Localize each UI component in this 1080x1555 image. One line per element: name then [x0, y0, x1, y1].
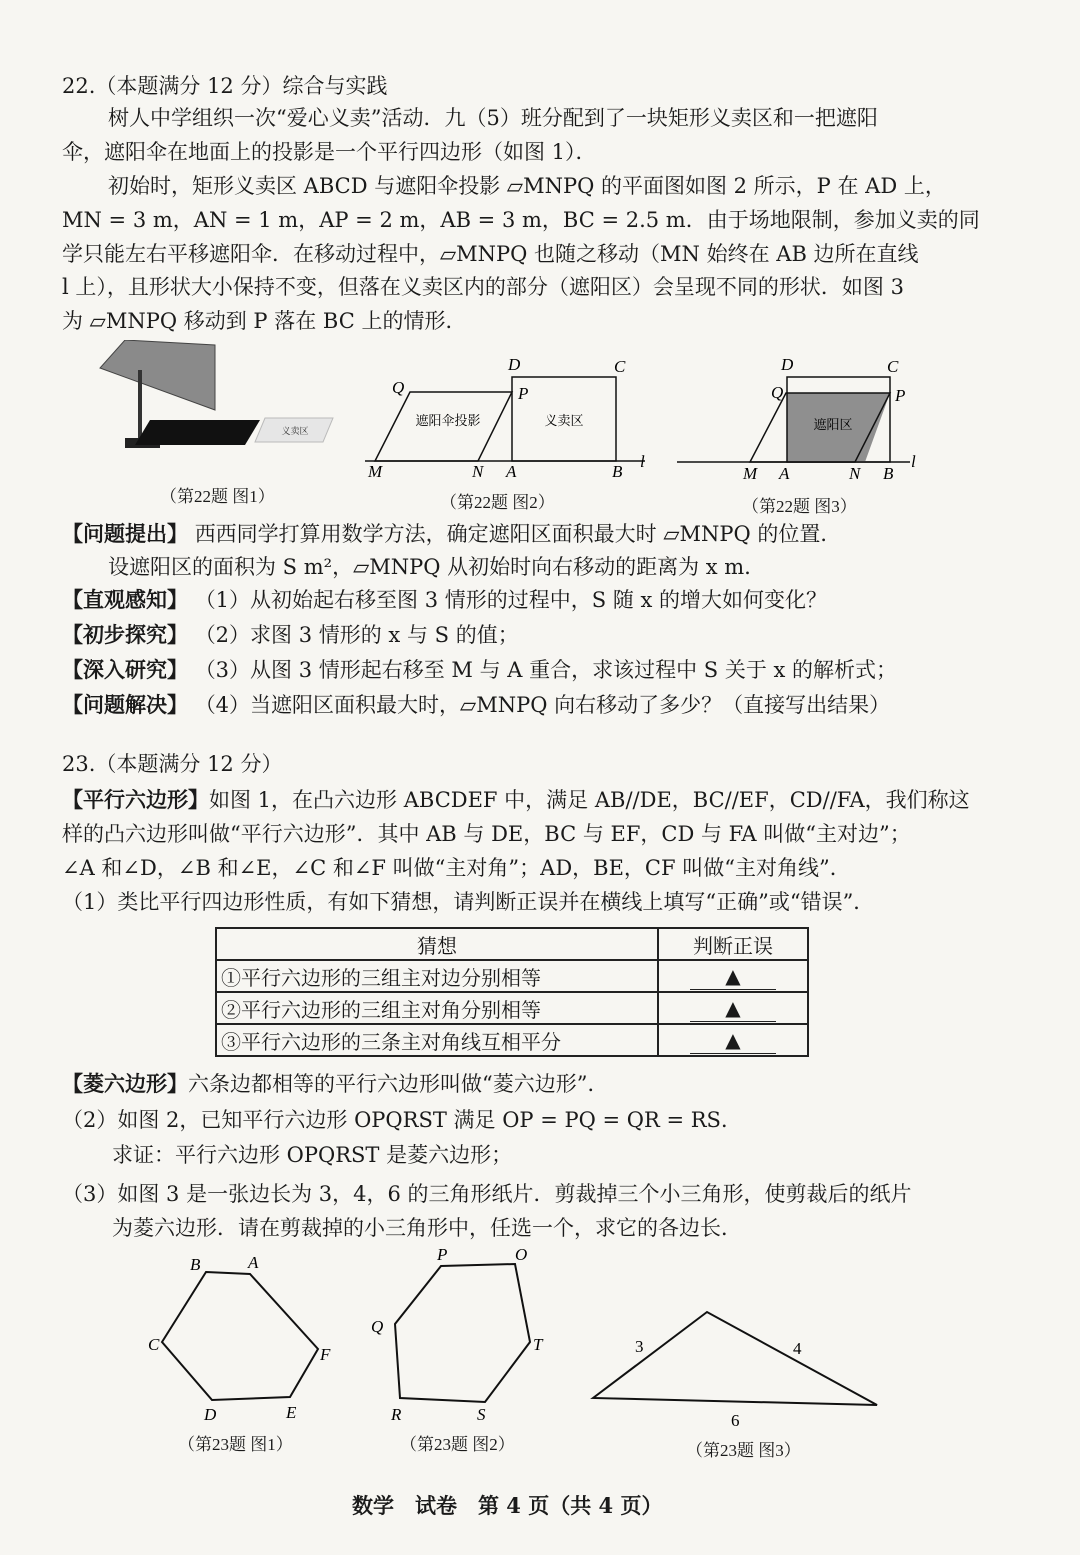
q22-part-1-text: （1）从初始起右移至图 3 情形的过程中，S 随 x 的增大如何变化？ — [194, 588, 828, 612]
q22-part-2-text: （2）求图 3 情形的 x 与 S 的值； — [194, 623, 519, 647]
q23-hexagon-row — [62, 786, 970, 814]
q22-fig3-caption: （第22题 图3） — [742, 497, 857, 516]
q22-problem-row — [62, 520, 841, 548]
q23-fig3-side-6: 6 — [731, 1411, 740, 1430]
q22-fig2-label-C: C — [614, 357, 626, 376]
q23-fig3-side-4: 4 — [793, 1339, 802, 1358]
q23-fig1-label-C: C — [148, 1335, 160, 1354]
q22-problem-text: 西西同学打算用数学方法，确定遮阳区面积最大时 ▱MNPQ 的位置． — [194, 522, 842, 546]
q22-part-2-tag: 【初步探究】 — [62, 623, 188, 647]
q22-fig2-umbrella-region: 遮阳伞投影 — [415, 414, 481, 429]
q22-fig3-label-B: B — [883, 464, 894, 483]
q23-hexagon-line-3: ∠A 和∠D，∠B 和∠E，∠C 和∠F 叫做“主对角”；AD，BE，CF 叫做“主对角线”． — [62, 856, 851, 880]
q22-fig3-shade-region: 遮阳区 — [813, 418, 853, 433]
q22-title: 22.（本题满分 12 分）综合与实践 — [62, 74, 388, 98]
q22-part-1 — [62, 586, 827, 614]
q22-problem-tag: 【问题提出】 — [62, 522, 188, 546]
q22-part-2 — [62, 621, 519, 649]
q23-fig1-label-D: D — [204, 1405, 217, 1424]
q23-answer-blank-1[interactable]: ▲ — [690, 963, 776, 990]
q22-part-1-tag: 【直观感知】 — [62, 588, 188, 612]
q23-fig2-label-P: P — [437, 1245, 448, 1264]
q23-fig2-label-T: T — [533, 1335, 543, 1354]
q22-fig3-label-N: N — [849, 464, 861, 483]
q22-fig3-label-Q: Q — [771, 383, 784, 402]
q23-fig2-label-R: R — [391, 1405, 402, 1424]
q22-line-1: 树人中学组织一次“爱心义卖”活动．九（5）班分配到了一块矩形义卖区和一把遮阳 — [108, 106, 878, 130]
q22-line-6: l 上），且形状大小保持不变，但落在义卖区内的部分（遮阳区）会呈现不同的形状．如图 3 — [62, 275, 904, 299]
page-footer: 数学 试卷 第 4 页（共 4 页） — [352, 1493, 663, 1518]
table-row — [216, 992, 808, 1024]
q23-part-3-a: （3）如图 3 是一张边长为 3，4，6 的三角形纸片．剪裁掉三个小三角形，使剪裁后的纸片 — [62, 1182, 912, 1206]
q22-fig3-label-l: l — [911, 452, 916, 471]
q23-hexagon-line-1: 如图 1，在凸六边形 ABCDEF 中，满足 AB//DE，BC//EF，CD//FA，我们称这 — [209, 788, 970, 812]
q23-fig1-label-F: F — [320, 1345, 331, 1364]
q22-fig2-label-Q: Q — [392, 378, 405, 397]
q23-fig1-label-B: B — [190, 1255, 201, 1274]
q23-answer-blank-3[interactable]: ▲ — [690, 1027, 776, 1054]
q22-fig2-label-P: P — [518, 384, 529, 403]
q23-fig2-caption: （第23题 图2） — [400, 1435, 515, 1454]
q23-part-1-prompt: （1）类比平行四边形性质，有如下猜想，请判断正误并在横线上填写“正确”或“错误”． — [62, 890, 875, 914]
q22-part-4-text: （4）当遮阳区面积最大时，▱MNPQ 向右移动了多少？（直接写出结果） — [194, 693, 891, 717]
q22-fig3-label-M: M — [743, 464, 758, 483]
q22-fig1-caption: （第22题 图1） — [160, 487, 275, 506]
q22-part-3 — [62, 656, 897, 684]
q22-fig3-label-A: A — [779, 464, 790, 483]
q23-rhombus-def: 六条边都相等的平行六边形叫做“菱六边形”． — [188, 1072, 609, 1096]
q23-fig1-label-A: A — [248, 1253, 259, 1272]
q23-title: 23.（本题满分 12 分） — [62, 752, 283, 776]
q22-part-4 — [62, 691, 890, 719]
q22-fig1-sign-text: 义卖区 — [281, 427, 309, 437]
q23-fig2-label-Q: Q — [371, 1317, 384, 1336]
q22-fig2-label-M: M — [368, 462, 383, 481]
q22-part-4-tag: 【问题解决】 — [62, 693, 188, 717]
q22-part-3-text: （3）从图 3 情形起右移至 M 与 A 重合，求该过程中 S 关于 x 的解析式； — [194, 658, 898, 682]
q22-line-3: 初始时，矩形义卖区 ABCD 与遮阳伞投影 ▱MNPQ 的平面图如图 2 所示，P 在 AD 上， — [108, 174, 946, 198]
q23-guess-2: ②平行六边形的三组主对角分别相等 — [216, 992, 658, 1024]
q22-fig2-label-D: D — [508, 355, 521, 374]
q23-fig2-hexagon — [365, 1242, 565, 1427]
q23-part-3-b: 为菱六边形．请在剪裁掉的小三角形中，任选一个，求它的各边长． — [112, 1216, 742, 1240]
q23-fig3-triangle — [585, 1300, 895, 1435]
q23-fig3-caption: （第23题 图3） — [686, 1441, 801, 1460]
q22-fig3-label-C: C — [887, 357, 899, 376]
q23-table-header-judge: 判断正误 — [658, 928, 808, 960]
q22-fig2-diagram — [360, 355, 660, 485]
q23-hexagon-tag: 【平行六边形】 — [62, 788, 209, 812]
q22-fig2-caption: （第22题 图2） — [440, 493, 555, 512]
q23-fig1-caption: （第23题 图1） — [178, 1435, 293, 1454]
q23-fig3-side-3: 3 — [635, 1337, 644, 1356]
q22-part-3-tag: 【深入研究】 — [62, 658, 188, 682]
q22-line-5: 学只能左右平移遮阳伞．在移动过程中，▱MNPQ 也随之移动（MN 始终在 AB 边所在直线 — [62, 242, 919, 266]
q22-fig2-label-A: A — [506, 462, 517, 481]
q23-table-header-guess: 猜想 — [216, 928, 658, 960]
q22-fig1-umbrella-illustration — [95, 340, 345, 460]
q23-guess-table — [215, 927, 809, 1057]
q22-fig3-label-D: D — [781, 355, 794, 374]
table-row — [216, 960, 808, 992]
q23-part-2-b: 求证：平行六边形 OPQRST 是菱六边形； — [112, 1143, 513, 1167]
q23-answer-blank-2[interactable]: ▲ — [690, 995, 776, 1022]
q22-fig3-diagram — [675, 355, 925, 490]
q23-fig2-label-O: O — [515, 1245, 528, 1264]
q23-hexagon-line-2: 样的凸六边形叫做“平行六边形”．其中 AB 与 DE，BC 与 EF，CD 与 FA 叫做“主对边”； — [62, 822, 911, 846]
q23-rhombus-tag: 【菱六边形】 — [62, 1072, 188, 1096]
q23-part-2-a: （2）如图 2，已知平行六边形 OPQRST 满足 OP = PQ = QR = RS． — [62, 1108, 742, 1132]
q22-fig2-label-B: B — [612, 462, 623, 481]
q22-line-7: 为 ▱MNPQ 移动到 P 落在 BC 上的情形． — [62, 309, 467, 333]
q23-fig1-label-E: E — [286, 1403, 297, 1422]
q23-rhombus-row — [62, 1070, 608, 1098]
q22-fig2-sale-region: 义卖区 — [544, 414, 584, 429]
q22-fig2-label-N: N — [472, 462, 484, 481]
q22-line-2: 伞，遮阳伞在地面上的投影是一个平行四边形（如图 1）． — [62, 140, 597, 164]
q22-fig3-label-P: P — [895, 386, 906, 405]
q22-setup-text: 设遮阳区的面积为 S m²，▱MNPQ 从初始时向右移动的距离为 x m． — [108, 555, 766, 579]
q23-fig2-label-S: S — [477, 1405, 486, 1424]
q23-fig1-hexagon — [140, 1252, 340, 1432]
q23-guess-1: ①平行六边形的三组主对边分别相等 — [216, 960, 658, 992]
q23-guess-3: ③平行六边形的三条主对角线互相平分 — [216, 1024, 658, 1056]
q22-fig2-label-l: l — [640, 452, 645, 471]
q22-line-4: MN = 3 m，AN = 1 m，AP = 2 m，AB = 3 m，BC = 2.5 m．由于场地限制，参加义卖的同 — [62, 208, 980, 232]
table-row — [216, 1024, 808, 1056]
